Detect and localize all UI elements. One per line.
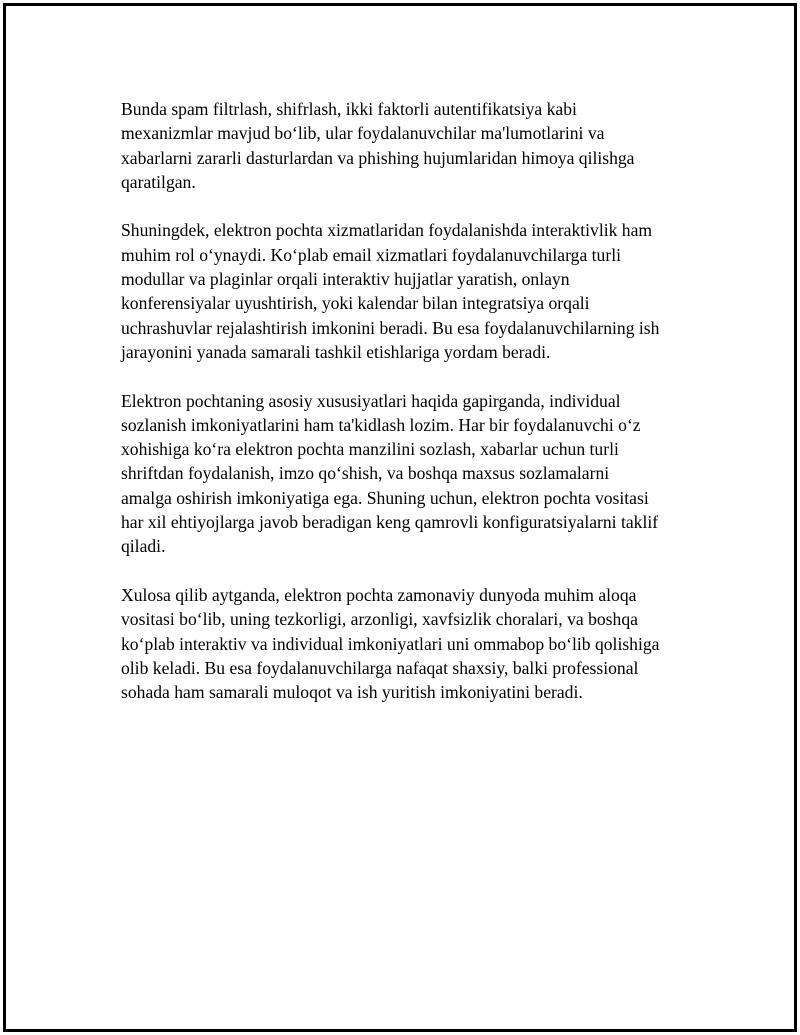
paragraph-1: Bunda spam filtrlash, shifrlash, ikki faktorli autentifikatsiya kabi mexanizmlar mavjud bo‘lib, ular foydalanuvchilar ma'lumotlarini va xabarlarni zararli dasturlardan va phishing hujumlaridan himoya qilishga qaratilgan. [121,99,635,192]
document-page [3,3,797,1032]
document-body [121,97,711,729]
paragraph-3: Elektron pochtaning asosiy xususiyatlari haqida gapirganda, individual sozlanish imkoniyatlarini ham ta'kidlash lozim. Har bir foydalanuvchi o‘z xohishiga ko‘ra elektron pochta manzilini sozlash, xabarlar uchun turli shriftdan foydalanish, imzo qo‘shish, va boshqa maxsus sozlamalarni amalga oshirish imkoniyatiga ega. Shuning uchun, elektron pochta vositasi har xil ehtiyojlarga javob beradigan keng qamrovli konfiguratsiyalarni taklif qiladi. [121,390,659,557]
paragraph-4: Xulosa qilib aytganda, elektron pochta zamonaviy dunyoda muhim aloqa vositasi bo‘lib, uning tezkorligi, arzonligi, xavfsizlik choralari, va boshqa ko‘plab interaktiv va individual imkoniyatlari uni ommabop bo‘lib qolishiga olib keladi. Bu esa foydalanuvchilarga nafaqat shaxsiy, balki professional sohada ham samarali muloqot va ish yuritish imkoniyatini beradi. [121,584,660,703]
paragraph-2: Shuningdek, elektron pochta xizmatlaridan foydalanishda interaktivlik ham muhim rol o‘ynaydi. Ko‘plab email xizmatlari foydalanuvchilarga turli modullar va plaginlar orqali interaktiv hujjatlar yaratish, onlayn konferensiyalar uyushtirish, yoki kalendar bilan integratsiya orqali uchrashuvlar rejalashtirish imkonini beradi. Bu esa foydalanuvchilarning ish jarayonini yanada samarali tashkil etishlariga yordam beradi. [121,220,660,362]
